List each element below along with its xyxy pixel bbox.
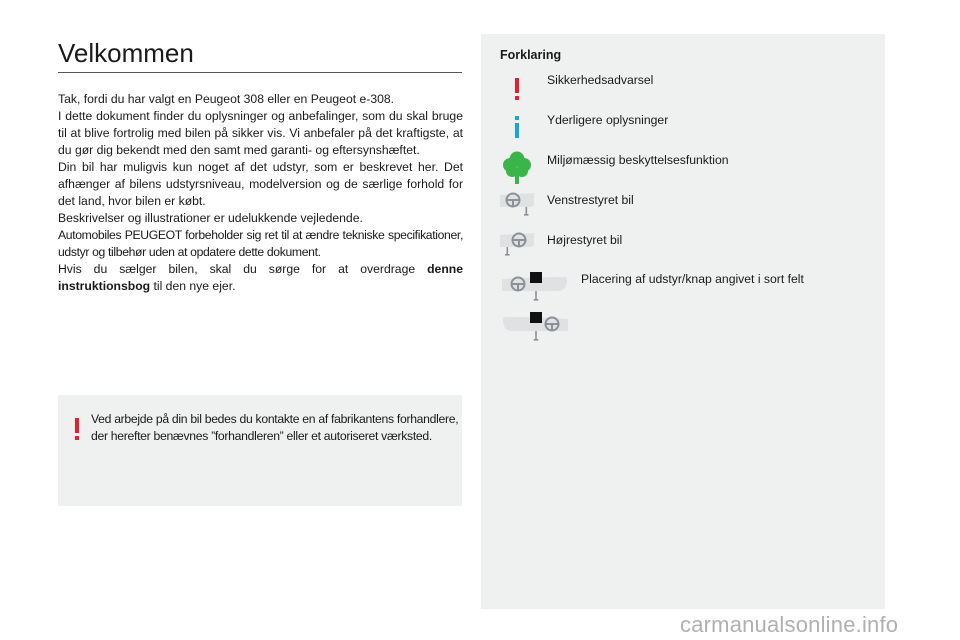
- intro-paragraph-1: Tak, fordi du har valgt en Peugeot 308 eller en Peugeot e-308.: [58, 92, 395, 106]
- dashboard-location-rhd-icon: [502, 310, 568, 344]
- intro-paragraph-4: Beskrivelser og illustrationer er udelukkende vejledende.: [58, 211, 363, 225]
- page-title: Velkommen: [58, 38, 194, 68]
- legend-item-safety-warning: Sikkerhedsadvarsel: [547, 73, 654, 87]
- intro-text: [58, 91, 463, 295]
- tree-icon: [503, 151, 531, 185]
- intro-p6-start: Hvis du sælger bilen, skal du sørge for at overdrage: [58, 262, 428, 276]
- watermark: carmanualsonline.info: [680, 612, 899, 637]
- title-divider: [58, 72, 462, 73]
- warning-text: Ved arbejde på din bil bedes du kontakte en af fabrikantens forhandlere, der herefter benævnes ”forhandleren” eller et autoriseret værksted.: [91, 412, 459, 443]
- legend-title: Forklaring: [500, 48, 562, 62]
- intro-paragraph-3: Din bil har muligvis kun noget af det udstyr, som er beskrevet her. Det afhænger af bilens udstyrsniveau, modelversion og de særlige forhold for det land, hvor bilen er købt.: [58, 160, 463, 208]
- warning-exclamation-icon: [72, 418, 82, 440]
- right-hand-drive-icon: [500, 231, 534, 257]
- intro-paragraph-2: I dette dokument finder du oplysninger og anbefalinger, som du skal bruge til at blive fortrolig med bilen på sikker vis. Vi anbefaler på det kraftigste, at du gør dig bekendt med den samt med garanti- og eftersynshæftet.: [58, 109, 463, 157]
- legend-item-equipment-location: Placering af udstyr/knap angivet i sort felt: [581, 272, 804, 286]
- legend-item-right-hand-drive: Højrestyret bil: [547, 233, 623, 247]
- legend-item-left-hand-drive: Venstrestyret bil: [547, 193, 634, 207]
- intro-p6-end: til den nye ejer.: [150, 279, 236, 293]
- dashboard-location-icon: [502, 270, 568, 304]
- intro-p6-bold: denne instruktionsbog: [58, 262, 463, 293]
- legend-item-additional-info: Yderligere oplysninger: [547, 113, 669, 127]
- exclamation-icon: [512, 78, 522, 100]
- legend-item-eco-function: Miljømæssig beskyttelsesfunktion: [547, 153, 729, 167]
- info-icon: [512, 116, 522, 138]
- left-hand-drive-icon: [500, 191, 534, 217]
- intro-paragraph-6: [58, 261, 463, 295]
- intro-paragraph-5: Automobiles PEUGEOT forbeholder sig ret til at ændre tekniske specifikationer, udstyr og tilbehør uden at opdatere dette dokument.: [58, 228, 463, 259]
